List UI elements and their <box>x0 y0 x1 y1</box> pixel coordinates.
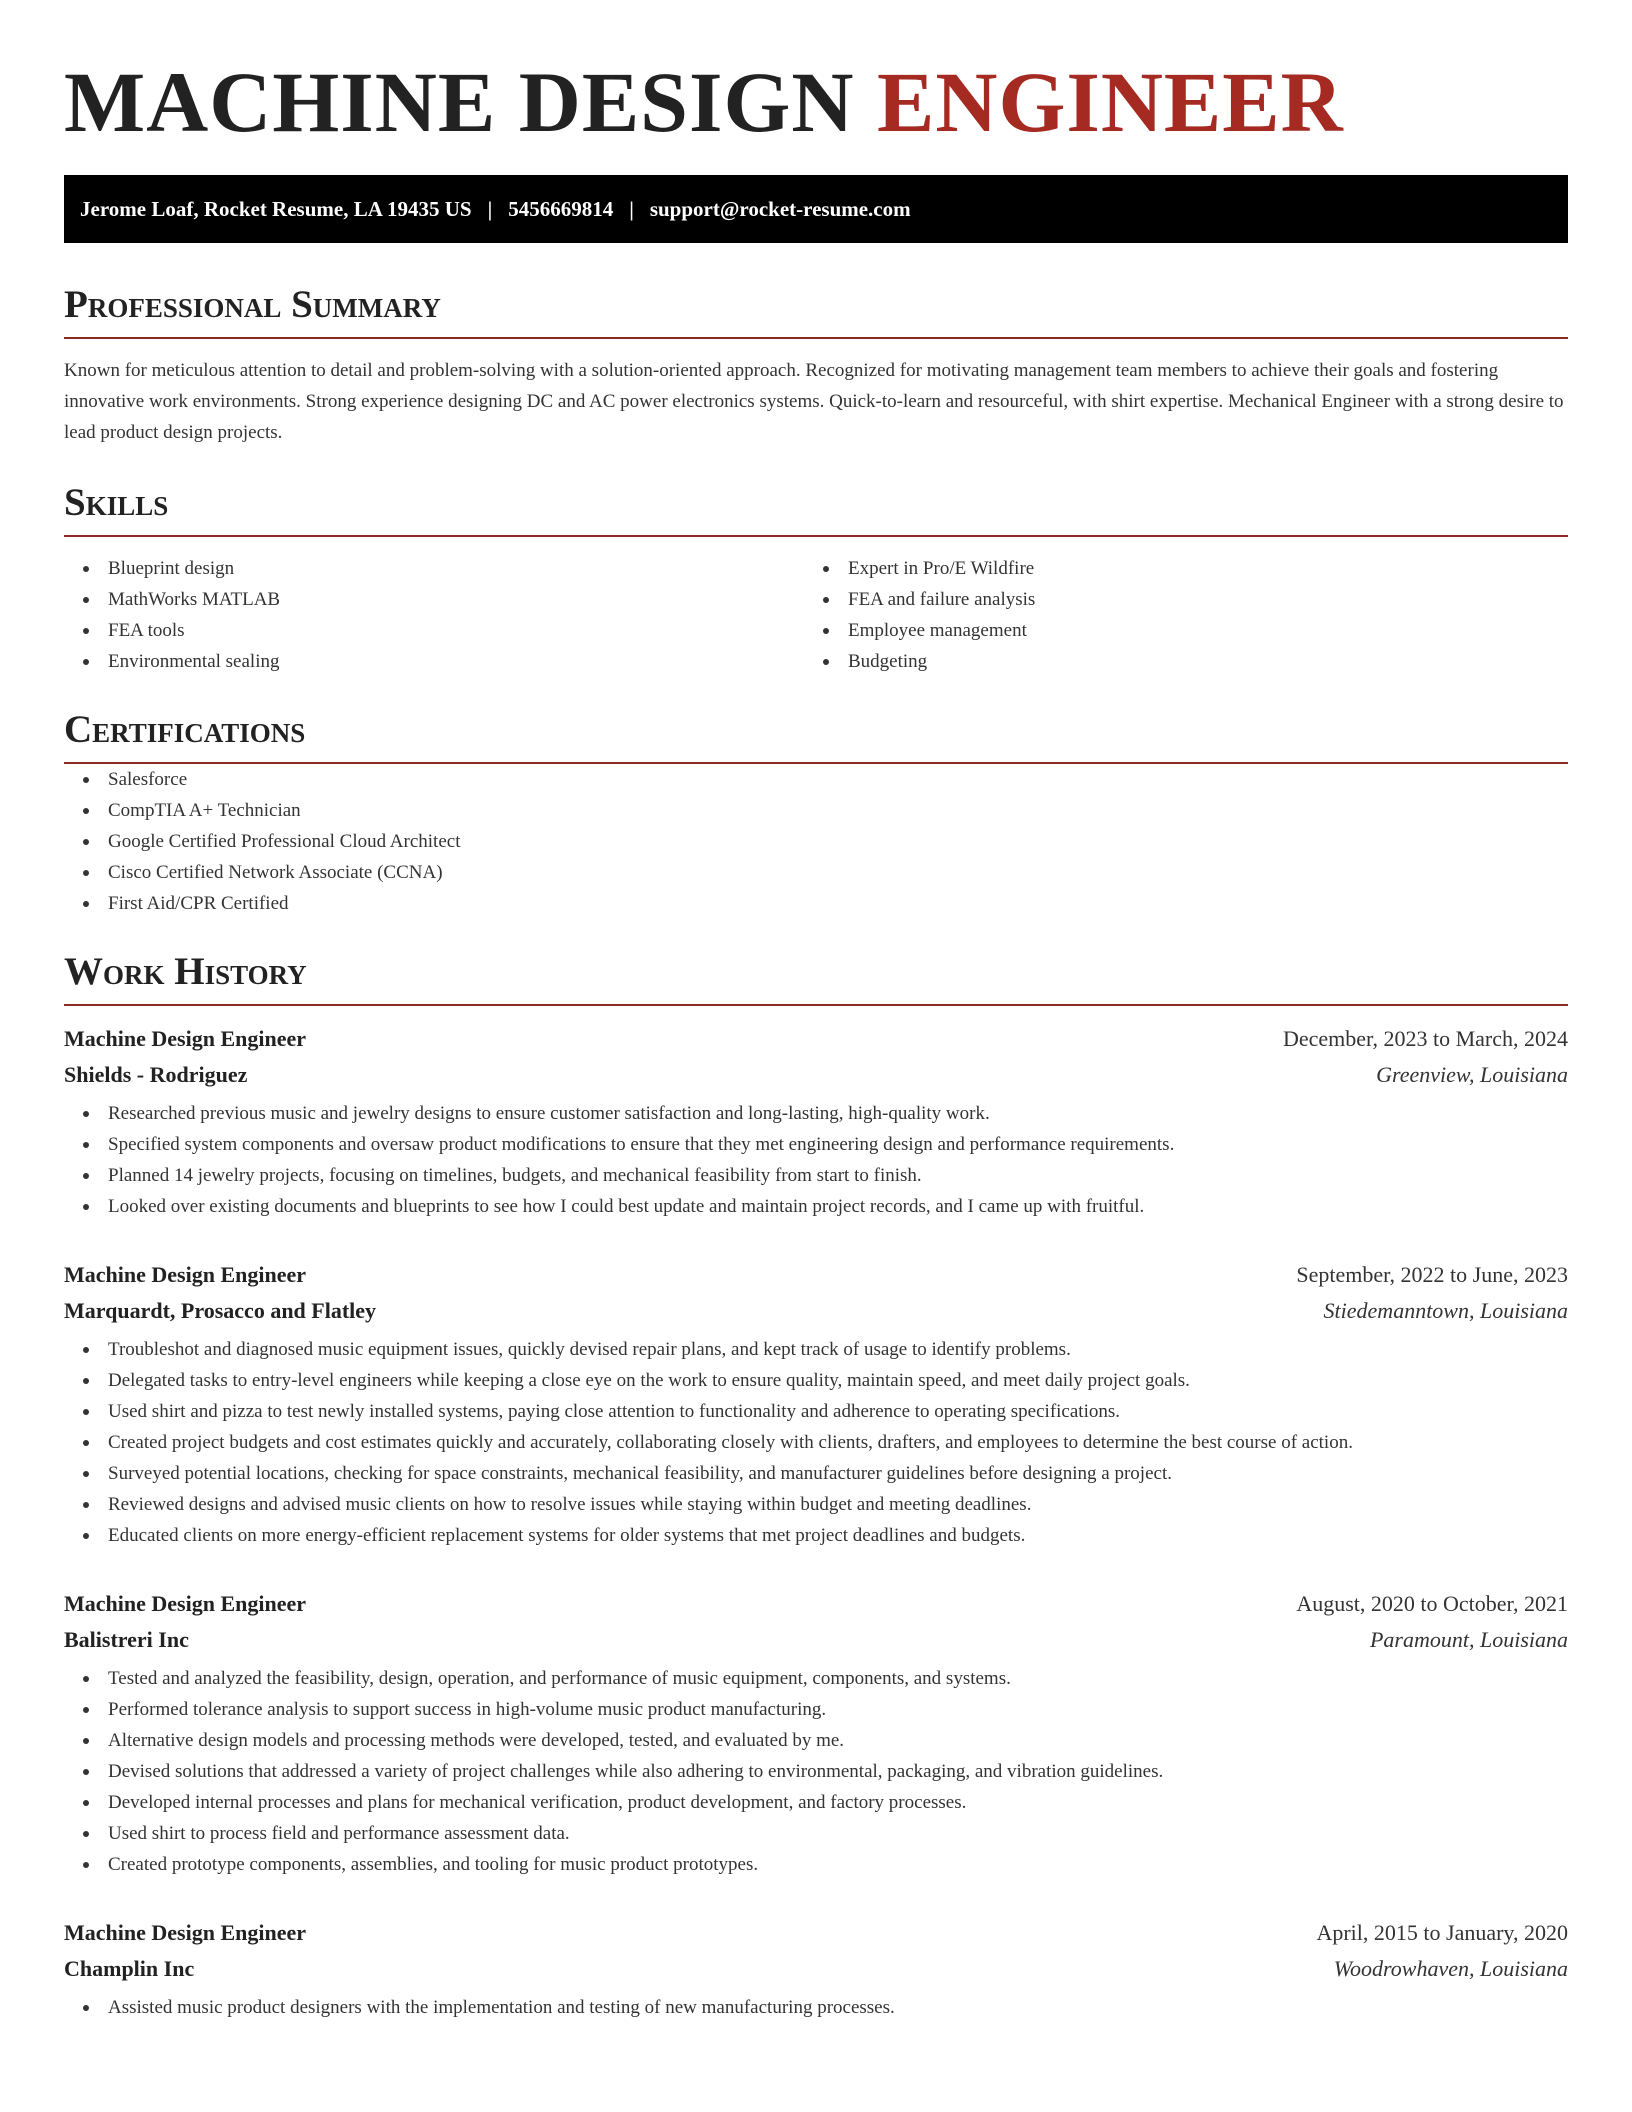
job-company-row <box>64 1062 1568 1098</box>
job-bullet: Looked over existing documents and blueprints to see how I could best update and maintain project records, and I came up with fruitful. <box>64 1191 1568 1222</box>
certification-item: Salesforce <box>64 764 1568 795</box>
job-company-row <box>64 1956 1568 1992</box>
certifications-list <box>64 764 1568 919</box>
certification-item: Google Certified Professional Cloud Architect <box>64 826 1568 857</box>
job-dates: December, 2023 to March, 2024 <box>1282 1026 1568 1051</box>
job-company: Champlin Inc <box>64 1956 195 1981</box>
contact-address: Jerome Loaf, Rocket Resume, LA 19435 US <box>80 196 472 221</box>
job-bullet: Surveyed potential locations, checking for space constraints, mechanical feasibility, and manufacturer guidelines before designing a project. <box>64 1458 1568 1489</box>
job-company: Balistreri Inc <box>64 1627 189 1652</box>
certification-item: First Aid/CPR Certified <box>64 888 1568 919</box>
certifications-section <box>64 704 1568 919</box>
skill-item: FEA and failure analysis <box>804 584 1544 615</box>
summary-text: Known for meticulous attention to detail and problem-solving with a solution-oriented approach. Recognized for motivating management team members to achieve their goals and fostering innovative work environments. Strong experience designing DC and AC power electronics systems. Quick-to-learn and resourceful, with shirt expertise. Mechanical Engineer with a strong desire to lead product design projects. <box>64 360 1564 443</box>
job-bullet: Planned 14 jewelry projects, focusing on timelines, budgets, and mechanical feasibility from start to finish. <box>64 1160 1568 1191</box>
job-header-row <box>64 1920 1568 1956</box>
job-location: Woodrowhaven, Louisiana <box>1333 1956 1568 1981</box>
job-title: Machine Design Engineer <box>64 1920 306 1945</box>
job-bullet: Used shirt and pizza to test newly installed systems, paying close attention to functionality and adherence to operating specifications. <box>64 1396 1568 1427</box>
job-bullet: Created prototype components, assemblies, and tooling for music product prototypes. <box>64 1849 1568 1880</box>
skill-item: FEA tools <box>64 615 804 646</box>
job-bullet: Devised solutions that addressed a variety of project challenges while also adhering to environmental, packaging, and vibration guidelines. <box>64 1756 1568 1787</box>
job-bullets <box>64 1098 1568 1222</box>
title-accent: ENGINEER <box>876 54 1344 150</box>
skill-item: Employee management <box>804 615 1544 646</box>
job-title: Machine Design Engineer <box>64 1026 306 1051</box>
job-bullet: Specified system components and oversaw product modifications to ensure that they met engineering design and performance requirements. <box>64 1129 1568 1160</box>
job-entry <box>64 1262 1568 1551</box>
job-dates: April, 2015 to January, 2020 <box>1316 1920 1568 1945</box>
skills-heading: Skills <box>64 477 1568 537</box>
skill-item: Environmental sealing <box>64 646 804 677</box>
contact-separator: | <box>487 196 493 221</box>
certifications-heading: Certifications <box>64 704 1568 764</box>
job-bullet: Researched previous music and jewelry designs to ensure customer satisfaction and long-lasting, high-quality work. <box>64 1098 1568 1129</box>
job-bullet: Alternative design models and processing methods were developed, tested, and evaluated by me. <box>64 1725 1568 1756</box>
skills-grid <box>64 553 1568 677</box>
summary-section <box>64 279 1568 448</box>
job-bullet: Delegated tasks to entry-level engineers while keeping a close eye on the work to ensure quality, maintain speed, and meet daily project goals. <box>64 1365 1568 1396</box>
skill-item: Expert in Pro/E Wildfire <box>804 553 1544 584</box>
job-entry <box>64 1920 1568 2023</box>
job-entry <box>64 1026 1568 1222</box>
job-company-row <box>64 1298 1568 1334</box>
job-title: Machine Design Engineer <box>64 1262 306 1287</box>
resume-title <box>64 0 1568 152</box>
skill-item: MathWorks MATLAB <box>64 584 804 615</box>
job-location: Paramount, Louisiana <box>1369 1627 1568 1652</box>
job-title: Machine Design Engineer <box>64 1591 306 1616</box>
resume-page <box>64 0 1568 2023</box>
job-location: Greenview, Louisiana <box>1376 1062 1568 1087</box>
job-dates: August, 2020 to October, 2021 <box>1296 1591 1568 1616</box>
skill-item: Budgeting <box>804 646 1544 677</box>
job-header-row <box>64 1591 1568 1627</box>
contact-email[interactable]: support@rocket-resume.com <box>649 196 911 221</box>
work-history-section <box>64 946 1568 2023</box>
job-header-row <box>64 1026 1568 1062</box>
job-bullet: Troubleshot and diagnosed music equipment issues, quickly devised repair plans, and kept track of usage to identify problems. <box>64 1334 1568 1365</box>
skill-item: Blueprint design <box>64 553 804 584</box>
contact-separator: | <box>629 196 634 221</box>
job-location: Stiedemanntown, Louisiana <box>1323 1298 1568 1323</box>
certification-item: Cisco Certified Network Associate (CCNA) <box>64 857 1568 888</box>
job-bullets <box>64 1334 1568 1551</box>
job-bullet: Developed internal processes and plans for mechanical verification, product development, and factory processes. <box>64 1787 1568 1818</box>
skills-section <box>64 477 1568 677</box>
job-bullet: Assisted music product designers with the implementation and testing of new manufacturing processes. <box>64 1992 1568 2023</box>
job-entry <box>64 1591 1568 1880</box>
contact-bar <box>64 175 1568 243</box>
title-main: MACHINE DESIGN <box>64 54 855 150</box>
job-company: Shields - Rodriguez <box>64 1062 248 1087</box>
job-header-row <box>64 1262 1568 1298</box>
job-company: Marquardt, Prosacco and Flatley <box>64 1298 377 1323</box>
job-bullets <box>64 1663 1568 1880</box>
skills-list-right <box>804 553 1544 677</box>
skills-list-left <box>64 553 804 677</box>
job-bullets <box>64 1992 1568 2023</box>
job-company-row <box>64 1627 1568 1663</box>
job-bullet: Educated clients on more energy-efficient replacement systems for older systems that met project deadlines and budgets. <box>64 1520 1568 1551</box>
work-history-heading: Work History <box>64 946 1568 1006</box>
summary-heading: Professional Summary <box>64 279 1568 339</box>
job-bullet: Tested and analyzed the feasibility, design, operation, and performance of music equipment, components, and systems. <box>64 1663 1568 1694</box>
job-bullet: Created project budgets and cost estimates quickly and accurately, collaborating closely with clients, drafters, and employees to determine the best course of action. <box>64 1427 1568 1458</box>
job-bullet: Used shirt to process field and performance assessment data. <box>64 1818 1568 1849</box>
job-bullet: Performed tolerance analysis to support success in high-volume music product manufacturing. <box>64 1694 1568 1725</box>
certification-item: CompTIA A+ Technician <box>64 795 1568 826</box>
job-bullet: Reviewed designs and advised music clients on how to resolve issues while staying within budget and meeting deadlines. <box>64 1489 1568 1520</box>
contact-phone: 5456669814 <box>508 196 614 221</box>
job-dates: September, 2022 to June, 2023 <box>1296 1262 1568 1287</box>
